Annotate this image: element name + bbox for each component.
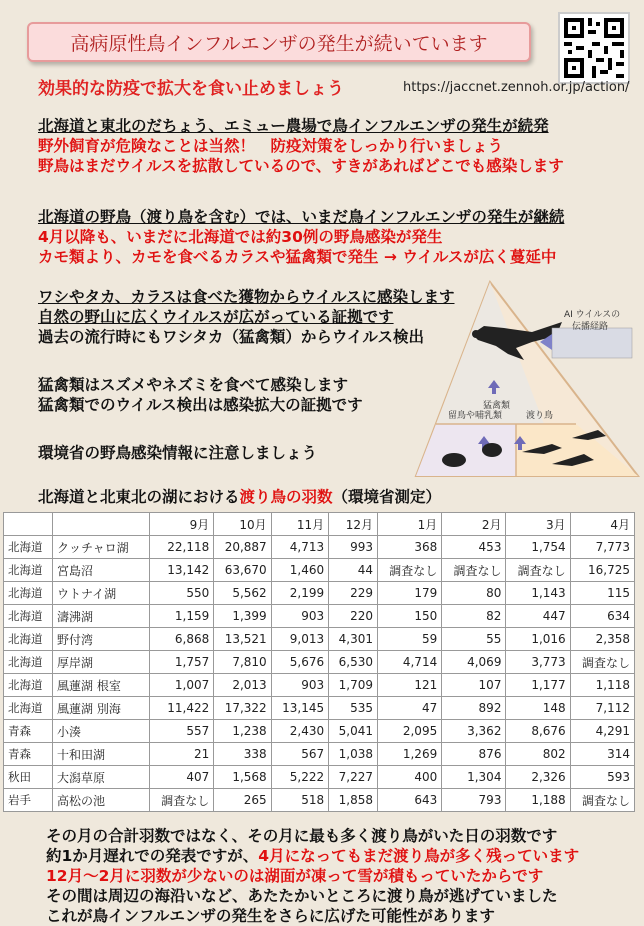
cell-count: 593 (570, 766, 634, 789)
cell-count: 5,222 (271, 766, 328, 789)
cell-count: 150 (377, 605, 441, 628)
cell-count: 20,887 (214, 536, 271, 559)
cell-count: 265 (214, 789, 271, 812)
cell-lake: 小湊 (53, 720, 150, 743)
header-month: 3月 (506, 513, 570, 536)
cell-count: 802 (506, 743, 570, 766)
cell-lake: 風蓮湖 根室 (53, 674, 150, 697)
cell-count: 220 (329, 605, 378, 628)
cell-count: 9,013 (271, 628, 328, 651)
cell-count: 1,143 (506, 582, 570, 605)
headline: 効果的な防疫で拡大を食い止めましょう (38, 79, 344, 99)
cell-count: 876 (442, 743, 506, 766)
cell-count: 557 (150, 720, 214, 743)
bird-count-table (3, 512, 635, 812)
cell-count: 550 (150, 582, 214, 605)
table-row (4, 582, 635, 605)
cell-count: 229 (329, 582, 378, 605)
cell-count: 1,754 (506, 536, 570, 559)
cell-count: 2,326 (506, 766, 570, 789)
cell-count: 4,713 (271, 536, 328, 559)
cell-prefecture: 北海道 (4, 674, 53, 697)
cell-count: 8,676 (506, 720, 570, 743)
cell-count: 535 (329, 697, 378, 720)
section1-line2: 野外飼育が危険なことは当然！ 防疫対策をしっかり行いましょう (38, 137, 504, 155)
footer-line2a: 約1か月遅れでの発表ですが、 (46, 847, 259, 865)
cell-count: 5,676 (271, 651, 328, 674)
table-heading-suffix: （環境省測定） (332, 488, 442, 506)
footer-notes (46, 826, 579, 926)
header-lake (53, 513, 150, 536)
cell-count: 407 (150, 766, 214, 789)
table-row (4, 789, 635, 812)
section1-line3: 野鳥はまだウイルスを拡散しているので、すきがあればどこでも感染します (38, 157, 564, 175)
cell-count: 121 (377, 674, 441, 697)
cell-count: 1,269 (377, 743, 441, 766)
cell-count: 107 (442, 674, 506, 697)
cell-count: 2,199 (271, 582, 328, 605)
cell-count: 11,422 (150, 697, 214, 720)
cell-count: 179 (377, 582, 441, 605)
cell-count: 1,304 (442, 766, 506, 789)
cell-lake: ウトナイ湖 (53, 582, 150, 605)
cell-count: 3,773 (506, 651, 570, 674)
ai-route-label-1: AI ウイルスの (564, 310, 621, 320)
cell-count: 903 (271, 605, 328, 628)
cell-lake: 風蓮湖 別海 (53, 697, 150, 720)
section4-line1: 猛禽類はスズメやネズミを食べて感染します (38, 376, 349, 394)
footer-line1: その月の合計羽数ではなく、その月に最も多く渡り鳥がいた日の羽数です (46, 827, 558, 845)
cell-lake: 厚岸湖 (53, 651, 150, 674)
table-heading (38, 487, 441, 507)
cell-count: 調査なし (570, 789, 634, 812)
cell-count: 13,145 (271, 697, 328, 720)
cell-count: 1,177 (506, 674, 570, 697)
cell-count: 44 (329, 559, 378, 582)
table-row (4, 766, 635, 789)
cell-count: 903 (271, 674, 328, 697)
qr-code-icon[interactable] (558, 12, 630, 84)
cell-count: 13,142 (150, 559, 214, 582)
cell-count: 2,358 (570, 628, 634, 651)
table-heading-highlight: 渡り鳥の羽数 (239, 488, 333, 506)
section2-line1: 北海道の野鳥（渡り鳥を含む）では、いまだ鳥インフルエンザの発生が継続 (38, 208, 565, 226)
cell-count: 338 (214, 743, 271, 766)
cell-count: 調査なし (377, 559, 441, 582)
cell-count: 1,709 (329, 674, 378, 697)
cell-count: 7,773 (570, 536, 634, 559)
action-link[interactable]: https://jaccnet.zennoh.or.jp/action/ (403, 80, 630, 95)
cell-count: 21 (150, 743, 214, 766)
header-month: 1月 (377, 513, 441, 536)
cell-count: 1,858 (329, 789, 378, 812)
cell-lake: 十和田湖 (53, 743, 150, 766)
cell-count: 567 (271, 743, 328, 766)
cell-prefecture: 北海道 (4, 605, 53, 628)
cell-count: 5,041 (329, 720, 378, 743)
cell-count: 63,670 (214, 559, 271, 582)
cell-count: 2,095 (377, 720, 441, 743)
footer-line4: その間は周辺の海沿いなど、あたたかいところに渡り鳥が逃げていました (46, 887, 558, 905)
table-row (4, 605, 635, 628)
cell-count: 7,810 (214, 651, 271, 674)
cell-count: 13,521 (214, 628, 271, 651)
cell-lake: 大潟草原 (53, 766, 150, 789)
header-month: 4月 (570, 513, 634, 536)
table-row (4, 651, 635, 674)
cell-count: 17,322 (214, 697, 271, 720)
cell-count: 7,112 (570, 697, 634, 720)
cell-count: 453 (442, 536, 506, 559)
cell-count: 調査なし (570, 651, 634, 674)
cell-count: 793 (442, 789, 506, 812)
cell-count: 5,562 (214, 582, 271, 605)
cell-count: 3,362 (442, 720, 506, 743)
header-month: 10月 (214, 513, 271, 536)
cell-count: 1,159 (150, 605, 214, 628)
table-heading-prefix: 北海道と北東北の湖における (38, 488, 240, 506)
table-row (4, 536, 635, 559)
cell-count: 368 (377, 536, 441, 559)
cell-count: 892 (442, 697, 506, 720)
section-raptors (38, 287, 455, 347)
cell-count: 1,399 (214, 605, 271, 628)
section-outbreaks (38, 116, 564, 176)
cell-count: 4,291 (570, 720, 634, 743)
cell-prefecture: 秋田 (4, 766, 53, 789)
cell-count: 115 (570, 582, 634, 605)
section2-line3: カモ類より、カモを食べるカラスや猛禽類で発生 → ウイルスが広く蔓延中 (38, 248, 557, 266)
cell-count: 1,757 (150, 651, 214, 674)
cell-prefecture: 北海道 (4, 697, 53, 720)
ai-route-label-2: 伝播経路 (572, 322, 609, 332)
cell-prefecture: 北海道 (4, 582, 53, 605)
cell-prefecture: 北海道 (4, 536, 53, 559)
cell-count: 4,069 (442, 651, 506, 674)
section-wild-birds (38, 207, 564, 267)
cell-count: 1,016 (506, 628, 570, 651)
table-row (4, 720, 635, 743)
cell-count: 993 (329, 536, 378, 559)
cell-count: 調査なし (150, 789, 214, 812)
cell-count: 55 (442, 628, 506, 651)
cell-count: 4,301 (329, 628, 378, 651)
cell-prefecture: 青森 (4, 720, 53, 743)
cell-prefecture: 青森 (4, 743, 53, 766)
cell-count: 82 (442, 605, 506, 628)
section4-line2: 猛禽類でのウイルス検出は感染拡大の証拠です (38, 396, 363, 414)
migratory-label: 渡り鳥 (526, 411, 554, 421)
cell-count: 400 (377, 766, 441, 789)
cell-lake: 濤沸湖 (53, 605, 150, 628)
cell-count: 1,007 (150, 674, 214, 697)
cell-prefecture: 北海道 (4, 628, 53, 651)
cell-count: 22,118 (150, 536, 214, 559)
footer-line2b: 4月になってもまだ渡り鳥が多く残っています (258, 847, 580, 865)
cell-lake: 宮島沼 (53, 559, 150, 582)
cell-count: 1,460 (271, 559, 328, 582)
section5-line: 環境省の野鳥感染情報に注意しましょう (38, 444, 318, 462)
cell-count: 47 (377, 697, 441, 720)
cell-prefecture: 北海道 (4, 559, 53, 582)
raptor-label: 猛禽類 (483, 401, 511, 411)
cell-count: 2,430 (271, 720, 328, 743)
cell-count: 80 (442, 582, 506, 605)
cell-count: 6,530 (329, 651, 378, 674)
cell-count: 7,227 (329, 766, 378, 789)
cell-count: 148 (506, 697, 570, 720)
cell-count: 447 (506, 605, 570, 628)
cell-count: 調査なし (442, 559, 506, 582)
cell-count: 59 (377, 628, 441, 651)
cell-prefecture: 北海道 (4, 651, 53, 674)
cell-count: 4,714 (377, 651, 441, 674)
resident-birds-label: 留鳥や哺乳類 (448, 411, 503, 421)
cell-count: 1,188 (506, 789, 570, 812)
cell-prefecture: 岩手 (4, 789, 53, 812)
table-header-row (4, 513, 635, 536)
cell-lake: 野付湾 (53, 628, 150, 651)
cell-count: 634 (570, 605, 634, 628)
section3-line2: 自然の野山に広くウイルスが広がっている証拠です (38, 308, 394, 326)
section3-line1: ワシやタカ、カラスは食べた獲物からウイルスに感染します (38, 288, 455, 306)
header-month: 2月 (442, 513, 506, 536)
section2-line2: 4月以降も、いまだに北海道では約30例の野鳥感染が発生 (38, 228, 443, 246)
cell-count: 16,725 (570, 559, 634, 582)
page-title: 高病原性鳥インフルエンザの発生が続いています (27, 22, 531, 62)
cell-count: 調査なし (506, 559, 570, 582)
header-month: 11月 (271, 513, 328, 536)
cell-count: 518 (271, 789, 328, 812)
cell-count: 1,568 (214, 766, 271, 789)
table-row (4, 628, 635, 651)
cell-count: 2,013 (214, 674, 271, 697)
section1-line1: 北海道と東北のだちょう、エミュー農場で鳥インフルエンザの発生が続発 (38, 117, 549, 135)
transmission-pyramid-diagram (412, 278, 644, 488)
table-row (4, 674, 635, 697)
section-notice (38, 443, 317, 463)
cell-lake: 高松の池 (53, 789, 150, 812)
cell-count: 1,238 (214, 720, 271, 743)
section-prey (38, 375, 363, 415)
header-month: 12月 (329, 513, 378, 536)
footer-line5: これが鳥インフルエンザの発生をさらに広げた可能性があります (46, 907, 495, 925)
footer-line3: 12月～2月に羽数が少ないのは湖面が凍って雪が積もっていたからです (46, 867, 544, 885)
table-row (4, 697, 635, 720)
cell-count: 314 (570, 743, 634, 766)
table-row (4, 743, 635, 766)
cell-count: 1,118 (570, 674, 634, 697)
cell-lake: クッチャロ湖 (53, 536, 150, 559)
cell-count: 6,868 (150, 628, 214, 651)
cell-count: 643 (377, 789, 441, 812)
section3-line3: 過去の流行時にもワシタカ（猛禽類）からウイルス検出 (38, 328, 424, 346)
cell-count: 1,038 (329, 743, 378, 766)
table-row (4, 559, 635, 582)
header-month: 9月 (150, 513, 214, 536)
header-pref (4, 513, 53, 536)
